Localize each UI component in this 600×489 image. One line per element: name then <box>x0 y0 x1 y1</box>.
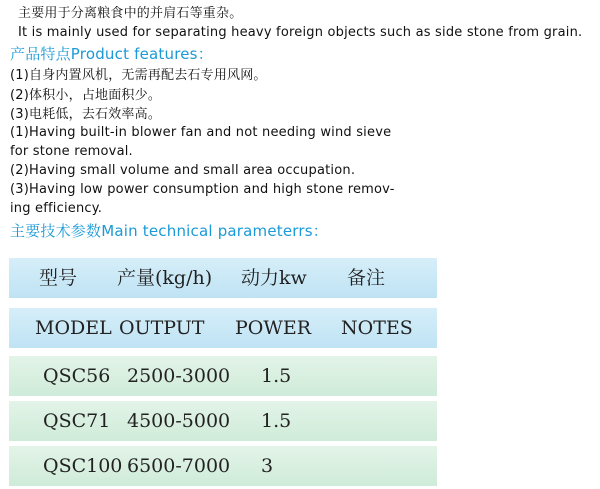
row-power: 3 <box>261 455 274 477</box>
header-zh-model: 型号 <box>39 267 78 289</box>
table-row <box>9 446 437 486</box>
header-zh-output: 产量(kg/h) <box>117 267 213 289</box>
feature-en-4: (3)Having low power consumption and high stone remov- <box>10 182 395 197</box>
feature-zh-1: (1)自身内置风机，无需再配去石专用风网。 <box>10 68 267 83</box>
table-row <box>9 401 437 441</box>
table-row <box>9 356 437 396</box>
row-power: 1.5 <box>261 365 292 387</box>
row-output: 4500-5000 <box>127 410 231 432</box>
row-output: 6500-7000 <box>127 455 231 477</box>
features-heading: 产品特点Product features： <box>10 45 213 63</box>
feature-en-3: (2)Having small volume and small area occupation. <box>10 163 356 178</box>
header-en-power: POWER <box>235 317 312 339</box>
feature-en-2: for stone removal. <box>10 144 133 159</box>
header-en-output: OUTPUT <box>119 317 205 339</box>
row-power: 1.5 <box>261 410 292 432</box>
row-model: QSC100 <box>43 455 123 477</box>
header-zh-notes: 备注 <box>347 267 386 289</box>
feature-zh-2: (2)体积小，占地面积少。 <box>10 88 162 103</box>
table-header-en <box>9 308 437 348</box>
params-heading: 主要技术参数Main technical parameterrs： <box>10 222 328 240</box>
header-en-notes: NOTES <box>341 317 413 339</box>
header-en-model: MODEL <box>35 317 112 339</box>
feature-en-5: ing efficiency. <box>10 201 103 216</box>
header-zh-power: 动力kw <box>241 267 307 289</box>
intro-en: It is mainly used for separating heavy foreign objects such as side stone from grain. <box>18 25 583 40</box>
intro-zh: 主要用于分离粮食中的并肩石等重杂。 <box>18 6 243 21</box>
table-header-zh <box>9 258 437 298</box>
row-model: QSC56 <box>43 365 111 387</box>
feature-en-1: (1)Having built-in blower fan and not needing wind sieve <box>10 125 392 140</box>
row-model: QSC71 <box>43 410 111 432</box>
row-output: 2500-3000 <box>127 365 231 387</box>
feature-zh-3: (3)电耗低，去石效率高。 <box>10 107 162 122</box>
